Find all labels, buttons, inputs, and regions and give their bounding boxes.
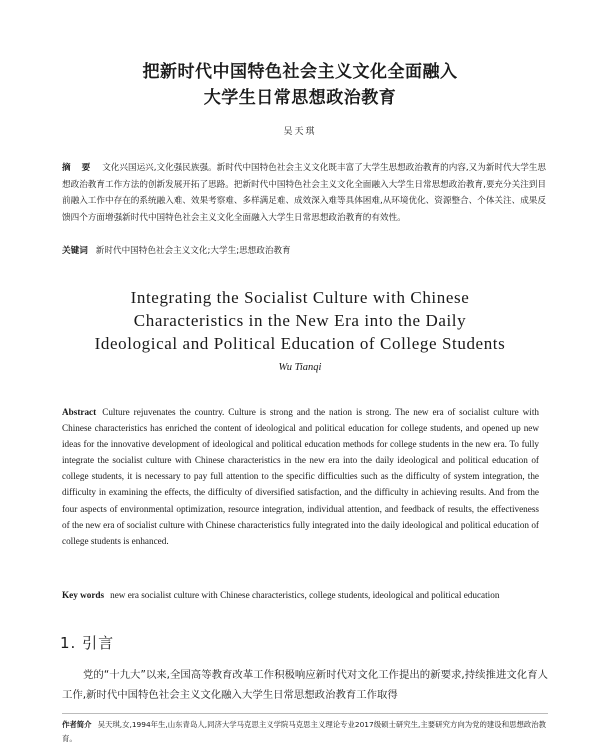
footnote-label: 作者简介 (62, 720, 92, 729)
english-abstract (62, 404, 539, 549)
english-title-line-2: Characteristics in the New Era into the Daily (133, 311, 467, 330)
english-abstract-label: Abstract (62, 407, 97, 417)
footnote-divider (62, 713, 548, 714)
chinese-title-line-1: 把新时代中国特色社会主义文化全面融入 (142, 62, 458, 82)
chinese-keywords (62, 243, 546, 259)
english-title-line-1: Integrating the Socialist Culture with Chinese (130, 288, 470, 307)
chinese-keywords-label: 关键词 (62, 246, 88, 256)
chinese-abstract-text: 文化兴国运兴,文化强民族强。新时代中国特色社会主义文化既丰富了大学生思想政治教育的内容,又为新时代大学生思想政治教育工作方法的创新发展开拓了思路。把新时代中国特色社会主义文化全面融入大学生日常思想政治教育,要充分关注到目前融入工作中存在的系统融入难、效果考察难、多样满足难、成效深入难等具体困难,从环境优化、资源整合、个体关注、成果反馈四个方面增强新时代中国特色社会主义文化全面融入大学生日常思想政治教育的有效性。 (62, 163, 546, 223)
english-title-line-3: Ideological and Political Education of College Students (94, 334, 506, 353)
chinese-abstract-label: 摘 要 (62, 163, 95, 173)
body-paragraph: 党的“十九大”以来,全国高等教育改革工作积极响应新时代对文化工作提出的新要求,持续推进文化育人工作,新时代中国特色社会主义文化融入大学生日常思想政治教育工作取得 (62, 669, 548, 701)
footnote-text: 吴天琪,女,1994年生,山东青岛人,同济大学马克思主义学院马克思主义理论专业2017级硕士研究生,主要研究方向为党的建设和思想政治教育。 (62, 720, 547, 743)
english-keywords-label: Key words (62, 590, 105, 600)
english-keywords-text: new era socialist culture with Chinese characteristics, college students, ideological and political education (110, 590, 500, 600)
author-footnote (62, 718, 548, 746)
english-abstract-text: Culture rejuvenates the country. Culture is strong and the nation is strong. The new era of socialist culture with Chinese characteristics has enriched the content of ideological and political education for college students, and opened up new ideas for the innovative development of ideological and political education methods for college students in the new era. To fully integrate the socialist culture with Chinese characteristics in the new era into the daily ideological and political education of college students, it is necessary to pay full attention to the specific difficulties such as the difficulty of system integration, the difficulty in examining the effects, the difficulty of diversified satisfaction, and the difficulty in achieving results. And from the four aspects of environmental optimization, resource integration, individual attention, and feedback of results, the effectiveness of the new era of socialist culture with Chinese characteristics fully integrated into the daily ideological and political education of college students is enhanced. (62, 407, 539, 546)
chinese-author: 吴天琪 (283, 127, 317, 137)
chinese-title-line-2: 大学生日常思想政治教育 (203, 88, 397, 108)
section-heading-introduction: 1. 引言 (60, 634, 115, 652)
english-author: Wu Tianqi (278, 362, 322, 373)
chinese-keywords-text: 新时代中国特色社会主义文化;大学生;思想政治教育 (95, 246, 291, 256)
chinese-abstract (62, 160, 546, 226)
english-keywords (62, 587, 539, 603)
